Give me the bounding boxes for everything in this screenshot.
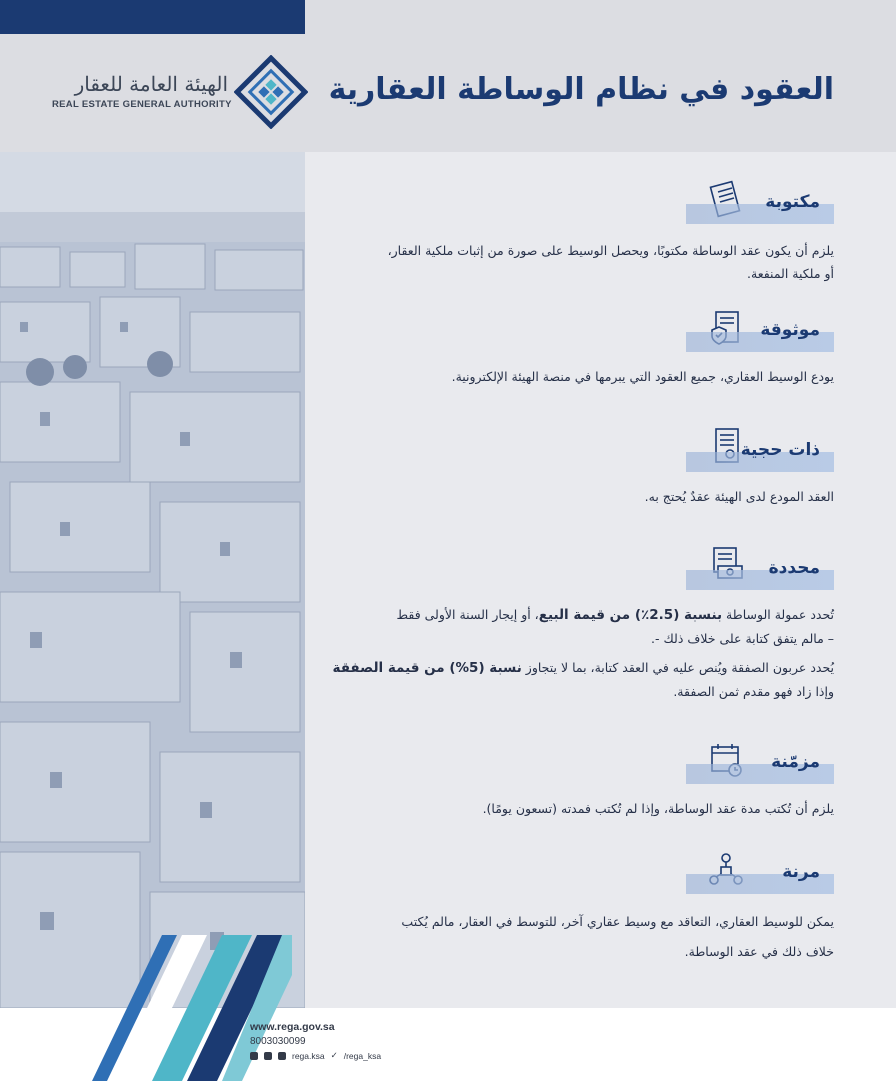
section-title-specified: محددة [768, 558, 820, 578]
section-line: يمكن للوسيط العقاري، التعاقد مع وسيط عقاري آخر، للتوسط في العقار، مالم يُكتب [401, 914, 834, 929]
top-strip [305, 0, 896, 34]
footer-phone: 8003030099 [250, 1036, 306, 1047]
logo-arabic-name: الهيئة العامة للعقار [74, 72, 228, 96]
section-text-binding [314, 485, 834, 508]
section-line: يلزم أن يكون عقد الوساطة مكتوبًا، ويحصل الوسيط على صورة من إثبات ملكية العقار، [387, 243, 834, 258]
deposit-line [314, 656, 834, 680]
section-text-written [314, 239, 834, 285]
section-title-written: مكتوبة [765, 192, 820, 212]
section-line: يلزم أن تُكتب مدة عقد الوساطة، وإذا لم تُكتب فمدته (تسعون يومًا). [482, 801, 834, 816]
sections-panel [305, 152, 896, 1008]
section-text-specified [314, 603, 834, 703]
section-line: العقد المودع لدى الهيئة عقدٌ يُحتج به. [644, 489, 834, 504]
page-title: العقود في نظام الوساطة العقارية [328, 72, 834, 107]
youtube-icon[interactable] [278, 1052, 286, 1060]
deposit-rate: نسبة (5%) من قيمة الصفقة [332, 660, 522, 676]
commission-line [314, 603, 834, 627]
section-line: أو ملكية المنفعة. [747, 266, 834, 281]
section-text-timed [314, 797, 834, 820]
text-run: تُحدد عمولة الوساطة [722, 607, 834, 622]
section-title-timed: مزمّنة [771, 752, 820, 772]
logo-english-name: REAL ESTATE GENERAL AUTHORITY [52, 99, 232, 110]
social-handle[interactable]: rega.ksa [292, 1050, 325, 1061]
commission-rate: بنسبة (2.5٪) من قيمة البيع [538, 607, 723, 623]
text-run: ، أو إيجار السنة الأولى فقط [396, 607, 539, 622]
footer-social [250, 1050, 381, 1061]
section-title-binding: ذات حجية [740, 440, 820, 460]
authority-logo-icon [234, 55, 308, 129]
twitter-icon[interactable]: ✓ [330, 1050, 338, 1060]
top-accent-bar [0, 0, 305, 34]
text-run: يُحدد عربون الصفقة ويُنص عليه في العقد كتابة، بما لا يتجاوز [521, 660, 834, 675]
section-line: يودع الوسيط العقاري، جميع العقود التي يبرمها في منصة الهيئة الإلكترونية. [451, 369, 834, 384]
twitter-handle[interactable]: /rega_ksa [343, 1050, 382, 1061]
section-text-flexible [314, 907, 834, 967]
section-title-trusted: موثوقة [760, 320, 820, 340]
section-title-flexible: مرنة [782, 862, 820, 882]
section-line: وإذا زاد فهو مقدم ثمن الصفقة. [673, 684, 834, 699]
footer-website-link[interactable]: www.rega.gov.sa [250, 1021, 335, 1033]
section-line: – مالم يتفق كتابة على خلاف ذلك -. [651, 631, 834, 646]
instagram-icon[interactable] [264, 1052, 272, 1060]
section-line: خلاف ذلك في عقد الوساطة. [684, 944, 834, 959]
city-photo [0, 152, 305, 1008]
facebook-icon[interactable] [250, 1052, 258, 1060]
section-text-trusted [314, 365, 834, 388]
